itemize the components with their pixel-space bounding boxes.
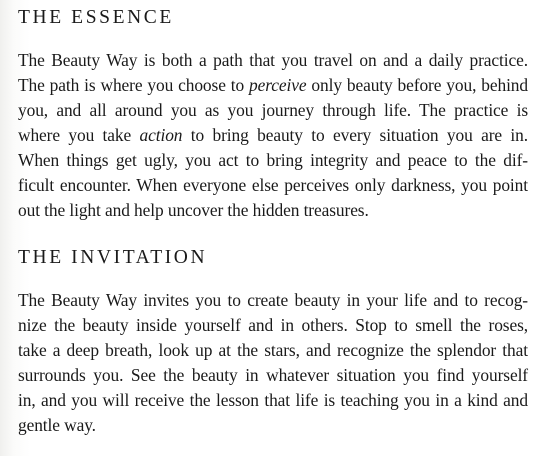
invitation-section	[18, 246, 528, 438]
invitation-line: surrounds you. See the beauty in whatever situation you find yourself	[18, 365, 528, 385]
essence-line: you, and all around you as you journey through life. The practice is	[18, 100, 528, 120]
invitation-line: The Beauty Way invites you to create beauty in your life and to recog-	[18, 290, 528, 310]
essence-line: When things get ugly, you act to bring integrity and peace to the dif-	[18, 150, 528, 170]
invitation-line: take a deep breath, look up at the stars, and recognize the splendor that	[18, 340, 528, 360]
essence-section	[18, 6, 528, 223]
invitation-line: nize the beauty inside yourself and in others. Stop to smell the roses,	[18, 315, 528, 335]
emphasis-action: action	[139, 125, 183, 145]
invitation-paragraph	[18, 288, 528, 438]
invitation-heading: THE INVITATION	[18, 247, 208, 268]
emphasis-perceive: perceive	[249, 75, 307, 95]
essence-paragraph	[18, 48, 528, 223]
invitation-line: gentle way.	[18, 415, 96, 435]
essence-line: out the light and help uncover the hidden treasures.	[18, 200, 369, 220]
essence-line: The path is where you choose to perceive only beauty before you, behind	[18, 75, 528, 95]
essence-heading: THE ESSENCE	[18, 7, 174, 28]
essence-line: The Beauty Way is both a path that you travel on and a daily practice.	[18, 50, 528, 70]
essence-line: where you take action to bring beauty to every situation you are in.	[18, 125, 528, 145]
invitation-line: in, and you will receive the lesson that life is teaching you in a kind and	[18, 390, 528, 410]
essence-line: ficult encounter. When everyone else perceives only darkness, you point	[18, 175, 528, 195]
